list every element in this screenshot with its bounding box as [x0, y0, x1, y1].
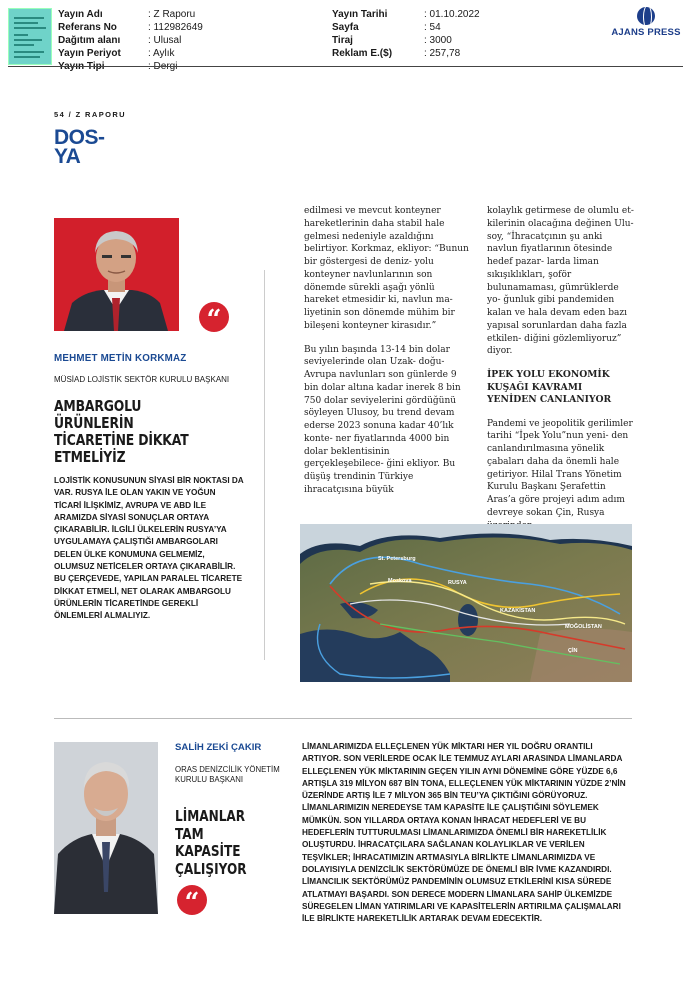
meta-key: Dağıtım alanı — [58, 35, 121, 46]
meta-value: : Z Raporu — [148, 9, 196, 20]
quote-icon: “ — [177, 885, 207, 915]
body-column-2 — [487, 205, 635, 543]
meta-value: : 112982649 — [148, 22, 203, 33]
meta-key: Yayın Adı — [58, 9, 103, 20]
meta-value: : Aylık — [148, 48, 175, 59]
logo-text: AJANS PRESS — [611, 27, 681, 38]
meta-value: : 54 — [424, 22, 441, 33]
globe-icon — [637, 7, 655, 25]
page-thumbnail[interactable] — [8, 8, 52, 65]
publication-meta-right — [332, 8, 480, 60]
map-label-st-petersburg: St. Petersburg — [378, 556, 416, 562]
body-paragraph: Pandemi ve jeopolitik gerilimler tarihi “İpek Yolu”nun yeni- den canlandırılmasına yönelik çabaları daha da önemli hale getiriyor. Hilal Trans Yönetim Kurulu Başkanı Şerafettin Aras’a göre projeyi adım adım devreye sokan Çin, Rusya — [487, 418, 633, 518]
meta-value: : 3000 — [424, 35, 452, 46]
body-paragraph: Bu yılın başında 13-14 bin dolar seviyelerinde olan Uzak- doğu-Avrupa navlunları son günlerde 9 bin dolar altına kadar inerek 8 bin 750 dolar seviyelerini gördüğünü söyleyen Ulusoy, bu trend devam ederse 2023 sonuna kadar 40’lık konte- ner fiyatlarında 4000 bin dolar beklentisinin gerçekleşebilece- ğini ekliyor. Bu düşüş trendinin Türkiye ihracatçısına büyük — [304, 344, 461, 495]
column-divider — [264, 270, 265, 660]
map-label-kazakistan: KAZAKİSTAN — [500, 608, 536, 614]
quote-icon: “ — [199, 302, 229, 332]
body-column-1 — [304, 205, 472, 508]
map-label-mogolistan: MOĞOLİSTAN — [565, 624, 602, 630]
meta-value: : Ulusal — [148, 35, 182, 46]
body-subheading: İPEK YOLU EKONOMİK KUŞAĞI KAVRAMI YENİDEN CANLANIYOR — [487, 369, 612, 405]
map-label-moskova: Moskova — [388, 578, 412, 584]
meta-key: Tiraj — [332, 35, 353, 46]
meta-key: Reklam E.($) — [332, 48, 393, 59]
section-title-line2: YA — [54, 145, 81, 168]
body-paragraph: edilmesi ve mevcut konteyner hareketlerinin daha stabil hale gelmesi nedeniyle azaldığını belirtiyor. Korkmaz, ekliyor: “Bunun bir göstergesi de deniz- yolu konteyner navlunlarının son dönemde sürekli aşağı yönlü hareket etmesidir ki, navlun ma- liyetinin son dönemde mühim bir bileşeni konteyner kirasıdır.” — [304, 206, 469, 331]
meta-key: Sayfa — [332, 22, 359, 33]
portrait-mehmet-metin-korkmaz — [54, 218, 179, 331]
article-headline: LİMANLAR TAM KAPASİTE ÇALIŞIYOR — [175, 807, 247, 878]
silk-road-map — [300, 524, 632, 682]
article-lead: LİMANLARIMIZDA ELLEÇLENEN YÜK MİKTARI HER YIL DOĞRU ORANTILI ARTIYOR. SON VERİLERDE OCAK İLE TEMMUZ AYLARI ARASINDA LİMANLARDA ELLEÇLENEN YÜK MİKTARININ GEÇEN YILIN AYNI DÖNEMİNE GÖRE YÜZDE 6,6 ARTIŞLA 319 MİLYON 687 BİN TONA, ELLEÇLENEN YÜK MİKTARININ YÜZDE 2’NİN ÜZERİNDE ARTIŞ İLE 7 MİLYON 365 BİN TEU’YA ÇIKTIĞINI GÖRÜYORUZ. LİMANLARIMIZIN NEREDEYSE TAM KAPASİTE İLE ÇALIŞTIĞINI SÖYLEMEK MÜMKÜN. SON YILLARDA ORTAYA KONAN İHRACAT HEDEFLERİ VE BU HEDEFLERİN TUTTURULMASI LİMANLARIMIZDA ÖNEMLİ BİR HAREKETLİLİK OLUŞTURDU. İHRACATÇILARA SAĞLANAN KOLAYLIKLAR VE VERİLEN TEŞVİKLER; İHRACATIMIZIN ARTMASIYLA BİRLİKTE LİMANLARIMIZDA VE DOLAYISIYLA DENİZCİLİK SEKTÖRÜMÜZE DE ÖNEMLİ BİR İVME KAZANDIRDI. LİMANCILIK SEKTÖRÜMÜZ PANDEMİNİN OLUMSUZ ETKİLERİNİ KISA SÜREDE ATLATMAYI BAŞARDI. SON DERECE MODERN LİMANLARA SAHİP ÜLKEMİZDE SÜREGELEN LİMAN YATIRIMLARI VE KAPASİTELERİN ARTIRILMA ÇALIŞMALARI İLE BİRLİKTE HAREKETLİLİK ARTARAK DEVAM EDECEKTİR. — [302, 742, 626, 924]
section-title-line1: DOS- — [54, 126, 105, 149]
map-label-rusya: RUSYA — [448, 580, 467, 586]
page-folio: 54 / Z RAPORU — [54, 110, 126, 119]
publication-meta-left — [58, 8, 203, 73]
ajans-press-logo — [608, 7, 684, 38]
article-lead: LOJİSTİK KONUSUNUN SİYASİ BİR NOKTASI DA VAR. RUSYA İLE OLAN YAKIN VE YOĞUN TİCARİ İLİŞKİMİZ, AVRUPA VE ABD İLE ARAMIZDA SİYASİ SONUÇLAR ORTAYA ÇIKARABİLİR. İLGİLİ ÜLKELERİN RUSYA’YA UYGULAMAYA ÇALIŞTIĞI AMBARGOLARI DELEN ÜLKE KONUMUNA GELMEMİZ, OLUMSUZ NETİCELER ORTAYA ÇIKARABİLİR. BU ÇERÇEVEDE, YAPILAN PARALEL TİCARETE DİKKAT ETMELİ, NET OLARAK AMBARGOLU ÜRÜNLERİN TİCARETİNDE GEREKLİ ÖNLEMLERİ ALMALIYIZ. — [54, 476, 244, 621]
header-divider — [8, 66, 683, 67]
body-paragraph: kolaylık getirmese de olumlu et- kilerinin olacağına değinen Ulu- soy, “İhracatçının şu anki navlun fiyatlarının ötesinde hedef pazar- larda liman sıkışıklıkları, şoför bulunamaması, gümrüklerde yo- ğunluk gibi pandemiden kalan ve hala devam eden bazı yapısal sorunlardan daha fazla etkilen- diğini gözlemliyoruz” diyor. — [487, 206, 634, 357]
article-headline: AMBARGOLU ÜRÜNLERİN TİCARETİNE DİKKAT ETMELİYİZ — [54, 397, 189, 466]
meta-value: : 257,78 — [424, 48, 461, 59]
interviewee-role: MÜSİAD LOJİSTİK SEKTÖR KURULU BAŞKANI — [54, 375, 230, 384]
map-label-cin: ÇİN — [568, 648, 578, 654]
interviewee-role: ORAS DENİZCİLİK YÖNETİM KURULU BAŞKANI — [175, 765, 280, 784]
interviewee-name: MEHMET METİN KORKMAZ — [54, 353, 187, 364]
interviewee-name: SALİH ZEKİ ÇAKIR — [175, 742, 262, 753]
section-title — [54, 128, 105, 166]
section-divider — [54, 718, 632, 719]
meta-key: Yayın Periyot — [58, 48, 121, 59]
press-clipping-header — [0, 0, 691, 68]
meta-key: Yayın Tarihi — [332, 9, 388, 20]
portrait-salih-zeki-cakir — [54, 742, 158, 914]
meta-key: Referans No — [58, 22, 117, 33]
meta-value: : 01.10.2022 — [424, 9, 480, 20]
